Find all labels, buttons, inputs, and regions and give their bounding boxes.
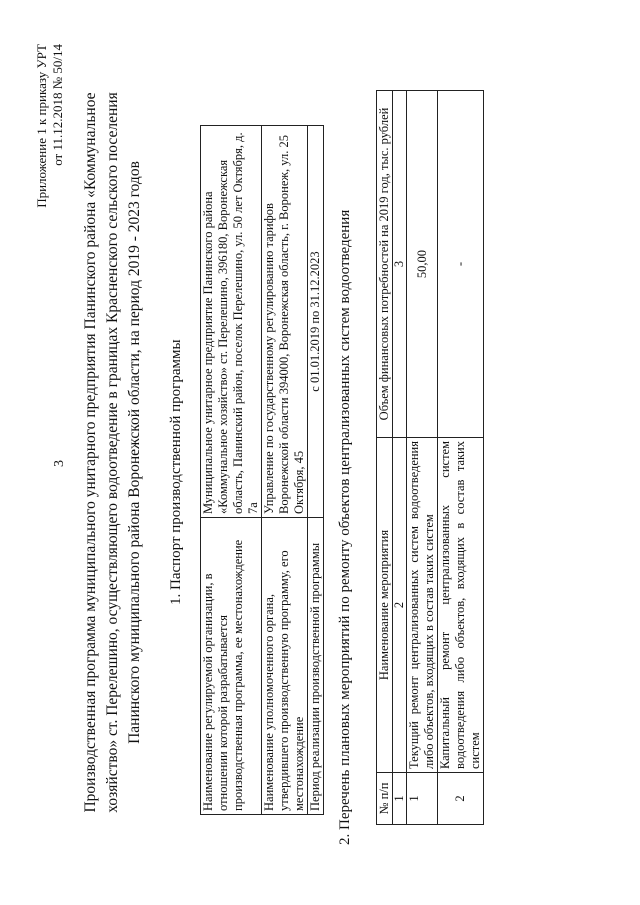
passport-label: Наименование регулируемой организации, в отношении которой разрабатывается производственная программа, ее местонахождение [201,518,262,815]
table-row [262,126,308,815]
title-line-2: хозяйство» ст. Перелешино, осуществляющего водоотведение в границах Красненского сельского поселения [104,92,121,813]
passport-section-heading: 1. Паспорт производственной программы [168,339,184,605]
column-header-number: № п/п [377,773,393,825]
column-header-name: Наименование мероприятия [377,438,393,773]
measure-number: 1 [407,773,438,825]
measure-name: Капитальный ремонт централизованных систем водоотведения либо объектов, входящих в состав таких систем [438,438,484,773]
table-header-row [377,91,393,825]
table-row [201,126,262,815]
title-line-1: Производственная программа муниципального унитарного предприятия Панинского района «Коммунальное [82,92,99,813]
column-number: 3 [393,91,407,438]
measure-name: Текущий ремонт централизованных систем водоотведения либо объектов, входящих в состав таких систем [407,438,438,773]
page-number: 3 [52,460,67,467]
title-line-3: Панинского муниципального района Воронежской области, на период 2019 - 2023 годов [126,161,143,744]
measure-financing: 50,00 [407,91,438,438]
appendix-line-1: Приложение 1 к приказу УРТ [34,44,49,208]
column-header-financing: Объем финансовых потребностей на 2019 год, тыс. рублей [377,91,393,438]
measure-number: 2 [438,773,484,825]
passport-value: с 01.01.2019 по 31.12.2023 [308,126,324,518]
column-number-row [393,91,407,825]
column-number: 1 [393,773,407,825]
measure-financing: - [438,91,484,438]
appendix-line-2: от 11.12.2018 № 50/14 [50,44,65,166]
appendix-reference [34,44,66,208]
column-number: 2 [393,438,407,773]
passport-label: Наименование уполномоченного органа, утвердившего производственную программу, его местонахождение [262,518,308,815]
passport-value: Муниципальное унитарное предприятие Панинского района «Коммунальное хозяйство» ст. Перелешино, 396180, Воронежская область, Панинский район, поселок Перелешино, ул. 50 лет Октября, д. 7а [201,126,262,518]
measures-table [376,90,484,825]
table-row [407,91,438,825]
table-row [438,91,484,825]
measures-section-heading: 2. Перечень плановых мероприятий по ремонту объектов централизованных систем водоотведения [337,209,353,845]
passport-label: Период реализации производственной программы [308,518,324,815]
table-row [308,126,324,815]
passport-table [200,125,324,815]
passport-value: Управление по государственному регулированию тарифов Воронежской области 394000, Воронежская область, г. Воронеж, ул. 25 Октября, 45 [262,126,308,518]
document-title [80,60,146,845]
